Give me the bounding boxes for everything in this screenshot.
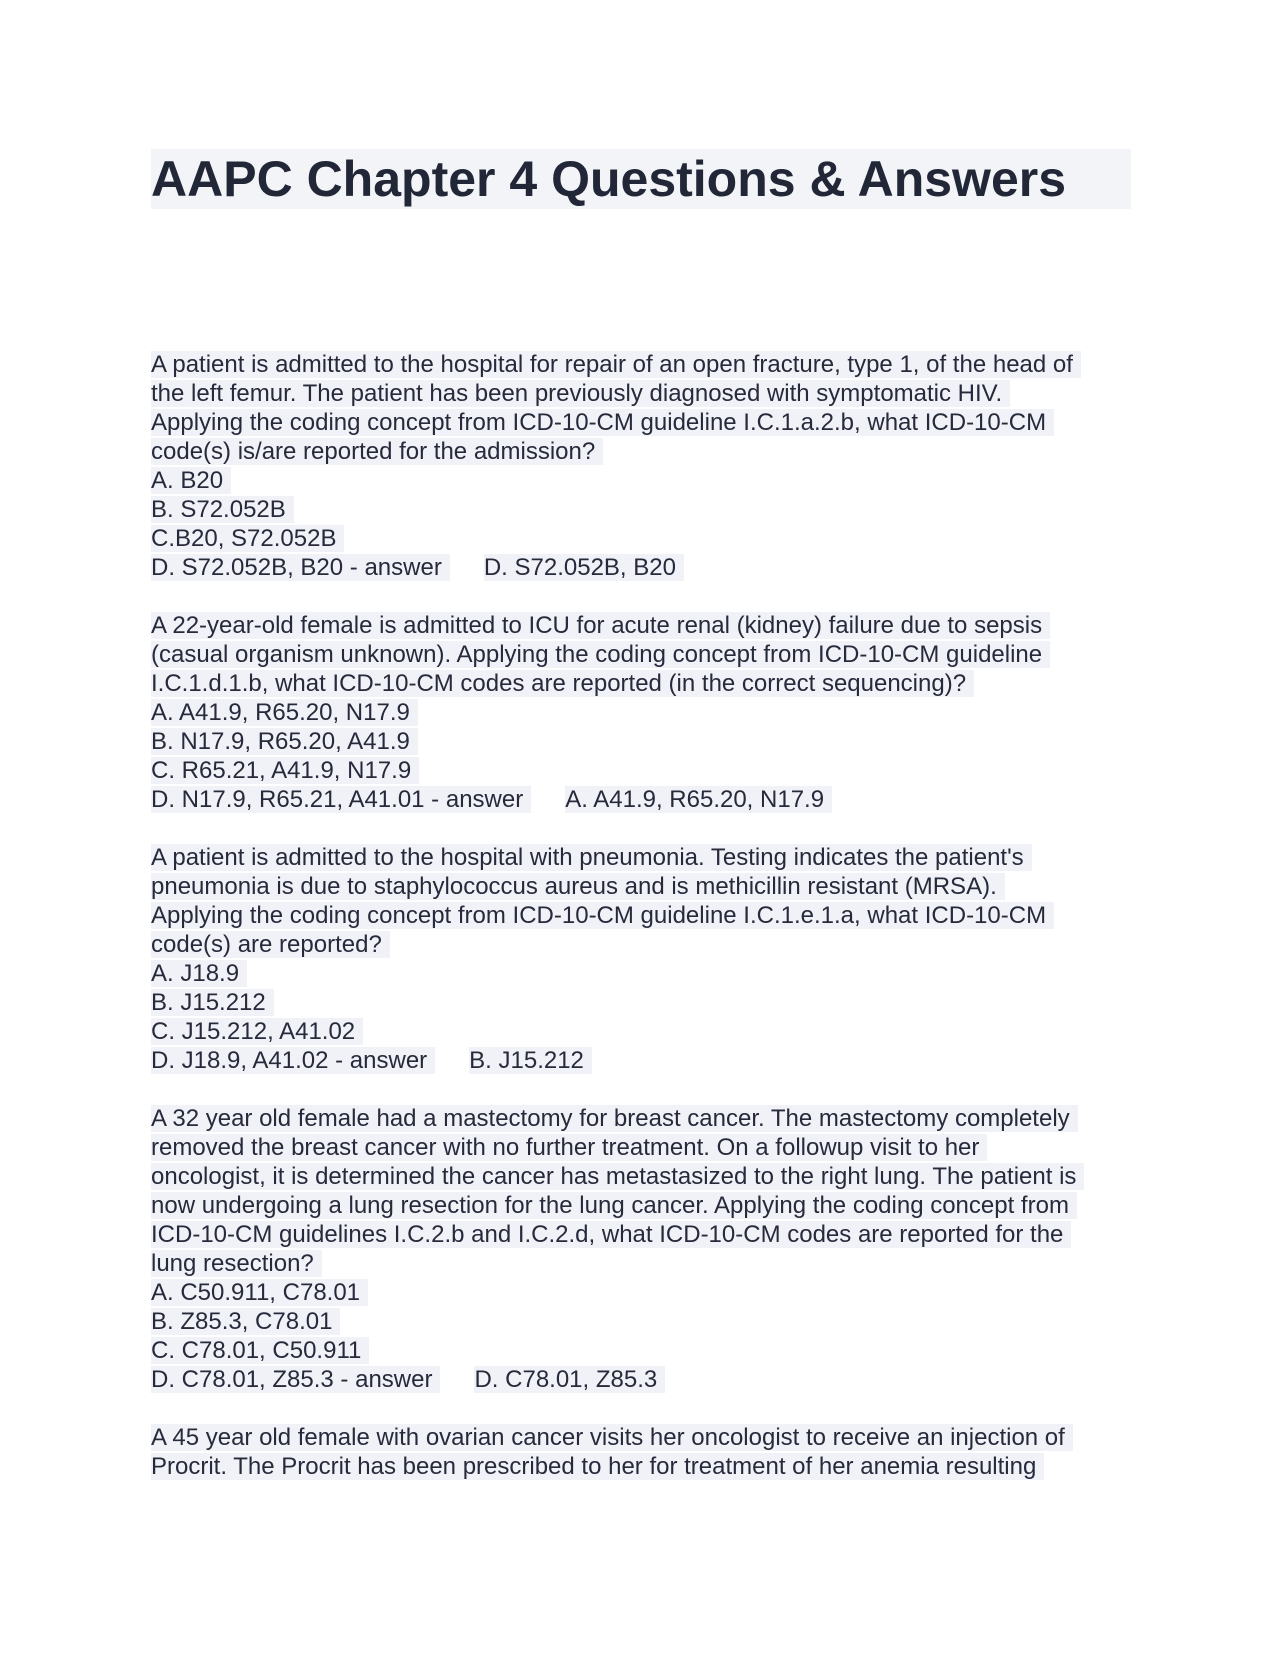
answer-option: B. N17.9, R65.20, A41.9 [151,728,418,755]
question-3 [151,843,1131,1075]
answer-option: B. Z85.3, C78.01 [151,1308,340,1335]
answer-option: C. R65.21, A41.9, N17.9 [151,757,419,784]
question-text-line: Applying the coding concept from ICD-10-CM guideline I.C.1.a.2.b, what ICD-10-CM [151,409,1054,436]
question-text-line: removed the breast cancer with no further treatment. On a followup visit to her [151,1134,987,1161]
correct-answer: D. S72.052B, B20 [484,554,684,581]
answer-option-last: D. N17.9, R65.21, A41.01 - answer [151,786,531,813]
answer-option: A. C50.911, C78.01 [151,1279,368,1306]
answer-option: C. C78.01, C50.911 [151,1337,369,1364]
correct-answer: A. A41.9, R65.20, N17.9 [565,786,832,813]
question-text-line: oncologist, it is determined the cancer has metastasized to the right lung. The patient is [151,1163,1084,1190]
document-title: AAPC Chapter 4 Questions & Answers [151,151,1067,207]
correct-answer: D. C78.01, Z85.3 [474,1366,665,1393]
question-text-line: (casual organism unknown). Applying the coding concept from ICD-10-CM guideline [151,641,1050,668]
question-text-line: code(s) is/are reported for the admission? [151,438,603,465]
question-2 [151,611,1131,814]
answer-option: A. B20 [151,467,231,494]
question-1 [151,350,1131,582]
question-text-line: Applying the coding concept from ICD-10-CM guideline I.C.1.e.1.a, what ICD-10-CM [151,902,1054,929]
question-text-line: A patient is admitted to the hospital with pneumonia. Testing indicates the patient's [151,844,1032,871]
answer-option: A. A41.9, R65.20, N17.9 [151,699,418,726]
question-text-line: code(s) are reported? [151,931,390,958]
question-text-line: lung resection? [151,1250,322,1277]
answer-option: C.B20, S72.052B [151,525,344,552]
question-text-line: A 32 year old female had a mastectomy for breast cancer. The mastectomy completely [151,1105,1078,1132]
answer-option: C. J15.212, A41.02 [151,1018,363,1045]
question-list [151,350,1131,1510]
correct-answer: B. J15.212 [469,1047,592,1074]
answer-option-last: D. J18.9, A41.02 - answer [151,1047,435,1074]
question-text-line: A 22-year-old female is admitted to ICU for acute renal (kidney) failure due to sepsis [151,612,1050,639]
answer-option-last: D. C78.01, Z85.3 - answer [151,1366,440,1393]
answer-option-last: D. S72.052B, B20 - answer [151,554,450,581]
question-text-line: Procrit. The Procrit has been prescribed to her for treatment of her anemia resulting [151,1453,1044,1480]
answer-option: B. J15.212 [151,989,274,1016]
question-text-line: now undergoing a lung resection for the lung cancer. Applying the coding concept from [151,1192,1077,1219]
question-text-line: I.C.1.d.1.b, what ICD-10-CM codes are reported (in the correct sequencing)? [151,670,974,697]
answer-option: B. S72.052B [151,496,294,523]
question-text-line: A patient is admitted to the hospital for repair of an open fracture, type 1, of the head of [151,351,1081,378]
answer-option: A. J18.9 [151,960,247,987]
question-text-line: pneumonia is due to staphylococcus aureus and is methicillin resistant (MRSA). [151,873,1005,900]
question-text-line: the left femur. The patient has been previously diagnosed with symptomatic HIV. [151,380,1010,407]
question-text-line: ICD-10-CM guidelines I.C.2.b and I.C.2.d, what ICD-10-CM codes are reported for the [151,1221,1071,1248]
question-text-line: A 45 year old female with ovarian cancer visits her oncologist to receive an injection of [151,1424,1073,1451]
question-4 [151,1104,1131,1394]
question-5 [151,1423,1131,1481]
title-block [151,149,1131,209]
